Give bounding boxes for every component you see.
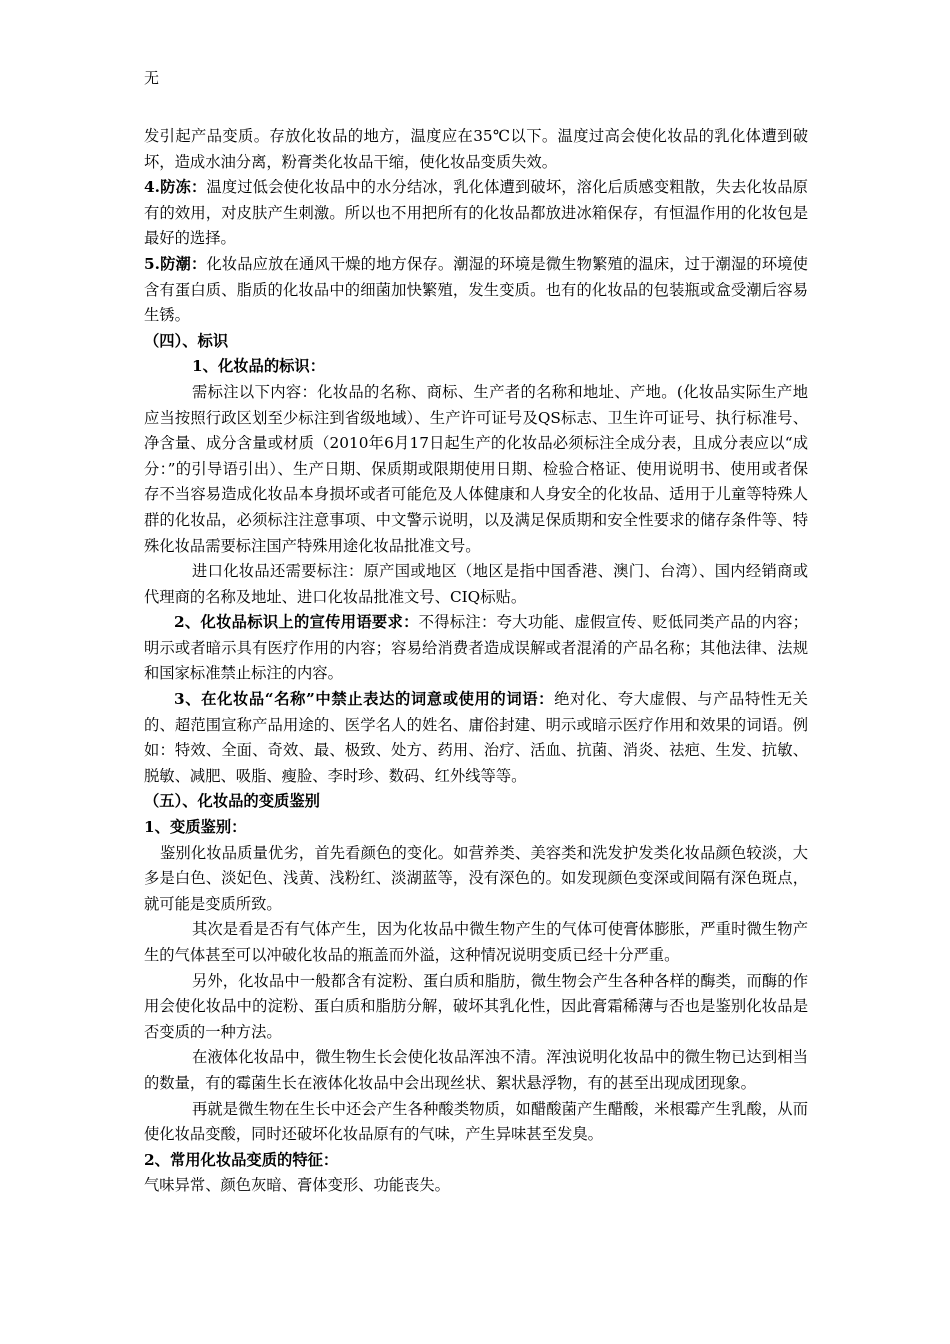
paragraph-features: 气味异常、颜色灰暗、膏体变形、功能丧失。: [144, 1176, 450, 1195]
paragraph-continued: 发引起产品变质。存放化妆品的地方，温度应在35℃以下。温度过高会使化妆品的乳化体遭到破坏，造成水油分离，粉膏类化妆品干缩，使化妆品变质失效。: [144, 127, 808, 171]
heading-deterioration: 1、变质鉴别：: [144, 818, 247, 837]
paragraph-imported: 进口化妆品还需要标注：原产国或地区（地区是指中国香港、澳门、台湾）、国内经销商或代理商的名称及地址、进口化妆品批准文号、CIQ标贴。: [144, 562, 808, 606]
paragraph-promo-rules: [144, 610, 808, 687]
paragraph-gas-check: 其次是看是否有气体产生，因为化妆品中微生物产生的气体可使膏体膨胀，严重时微生物产生的气体甚至可以冲破化妆品的瓶盖而外溢，这种情况说明变质已经十分严重。: [144, 920, 808, 964]
heading-section-4: （四）、标识: [144, 331, 229, 350]
name-restrictions-text: 绝对化、夸大虚假、与产品特性无关的、超范围宣称产品用途的、医学名人的姓名、庸俗封建、明示或暗示医疗作用和效果的词语。例如：特效、全面、奇效、最、极致、处方、药用、治疗、活血、抗菌、消炎、祛疤、生发、抗敏、脱敏、减肥、吸脂、瘦脸、李时珍、数码、红外线等等。: [144, 690, 808, 785]
moisture-label: 5.防潮：: [144, 254, 207, 273]
paragraph-color-check: 鉴别化妆品质量优劣，首先看颜色的变化。如营养类、美容类和洗发护发类化妆品颜色较淡，大多是白色、淡妃色、浅黄、浅粉红、淡湖蓝等，没有深色的。如发现颜色变深或间隔有深色斑点，就可能是变质所致。: [144, 843, 808, 913]
antifreeze-text: 温度过低会使化妆品中的水分结冰，乳化体遭到破坏，溶化后质感变粗散，失去化妆品原有的效用，对皮肤产生刺激。所以也不用把所有的化妆品都放进冰箱保存，有恒温作用的化妆包是最好的选择。: [144, 178, 808, 248]
promo-rules-label: 2、化妆品标识上的宣传用语要求：: [174, 613, 419, 632]
paragraph-turbidity-check: 在液体化妆品中，微生物生长会使化妆品浑浊不清。浑浊说明化妆品中的微生物已达到相当的数量，有的霉菌生长在液体化妆品中会出现丝状、絮状悬浮物，有的甚至出现成团现象。: [144, 1048, 808, 1092]
heading-labeling: 1、化妆品的标识：: [192, 357, 326, 376]
heading-features: 2、常用化妆品变质的特征：: [144, 1150, 339, 1169]
antifreeze-label: 4.防冻：: [144, 178, 207, 197]
paragraph-label-requirements: 需标注以下内容：化妆品的名称、商标、生产者的名称和地址、产地。(化妆品实际生产地应当按照行政区划至少标注到省级地域）、生产许可证号及QS标志、卫生许可证号、执行标准号、净含量、成分含量或材质（2010年6月17日起生产的化妆品必须标注全成分表，且成分表应以“成分：”的引导语引出）、生产日期、保质期或限期使用日期、检验合格证、使用说明书、使用或者保存不当容易造成化妆品本身损坏或者可能危及人体健康和人身安全的化妆品、适用于儿童等特殊人群的化妆品，必须标注注意事项、中文警示说明，以及满足保质期和安全性要求的储存条件等、特殊化妆品需要标注国产特殊用途化妆品批准文号。: [144, 382, 808, 555]
document-body: [144, 124, 808, 1199]
paragraph-moisture: [144, 252, 808, 329]
heading-section-5: （五）、化妆品的变质鉴别: [144, 792, 320, 811]
paragraph-antifreeze: [144, 175, 808, 252]
promo-rules-text: 不得标注：夸大功能、虚假宣传、贬低同类产品的内容；明示或者暗示具有医疗作用的内容；容易给消费者造成误解或者混淆的产品名称；其他法律、法规和国家标准禁止标注的内容。: [144, 613, 808, 683]
page-header: 无: [144, 69, 160, 87]
paragraph-consistency-check: 另外，化妆品中一般都含有淀粉、蛋白质和脂肪，微生物会产生各种各样的酶类，而酶的作用会使化妆品中的淀粉、蛋白质和脂肪分解，破坏其乳化性，因此膏霜稀薄与否也是鉴别化妆品是否变质的一种方法。: [144, 971, 808, 1041]
paragraph-acid-check: 再就是微生物在生长中还会产生各种酸类物质，如醋酸菌产生醋酸，米根霉产生乳酸，从而使化妆品变酸，同时还破坏化妆品原有的气味，产生异味甚至发臭。: [144, 1099, 808, 1144]
name-restrictions-label: 3、在化妆品“名称”中禁止表达的词意或使用的词语：: [174, 690, 555, 709]
moisture-text: 化妆品应放在通风干燥的地方保存。潮湿的环境是微生物繁殖的温床，过于潮湿的环境使含有蛋白质、脂质的化妆品中的细菌加快繁殖，发生变质。也有的化妆品的包装瓶或盒受潮后容易生锈。: [144, 254, 808, 325]
paragraph-name-restrictions: [144, 687, 808, 789]
